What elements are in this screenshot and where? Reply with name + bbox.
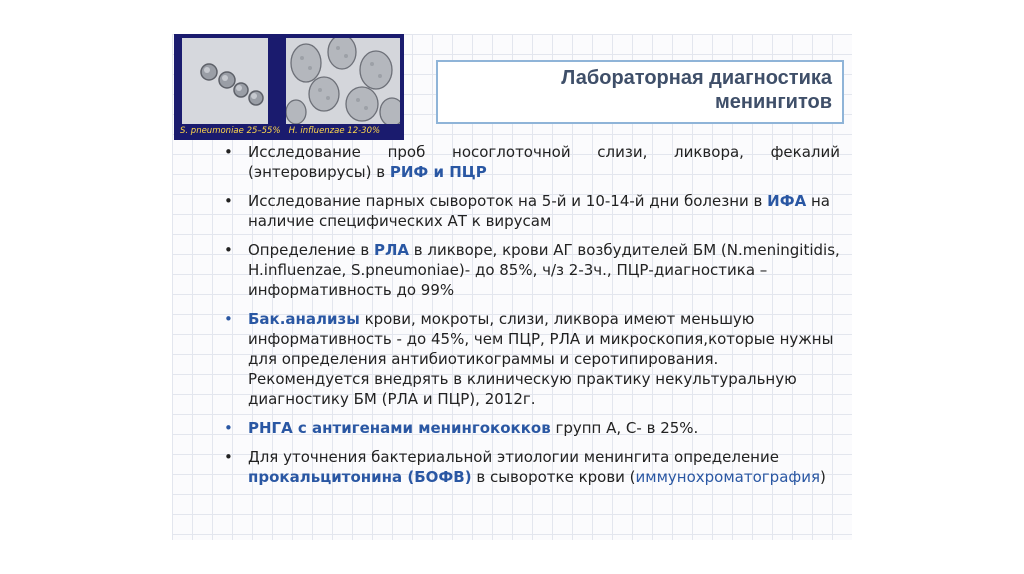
bullet-dot: • [224, 419, 233, 437]
list-item: • РНГА с антигенами менингококков групп А, С- в 25%. [224, 419, 699, 437]
bullet-dot: • [224, 310, 233, 328]
caption-influenzae: H. influenzae 12-30% [288, 126, 381, 136]
title-line-1: Лабораторная диагностика [561, 67, 832, 89]
pneumoniae-image [182, 38, 268, 124]
micrograph-caption [180, 126, 380, 136]
bullet-dot: • [224, 143, 233, 161]
title-line-2: менингитов [714, 91, 832, 113]
title-box [436, 60, 844, 124]
bullet-dot: • [224, 192, 233, 210]
slide-title [561, 66, 832, 114]
bullet-dot: • [224, 448, 233, 466]
caption-pneumoniae: S. pneumoniae 25–55% [180, 126, 281, 136]
pneumoniae-micrograph [182, 38, 268, 124]
list-item: • Исследование проб носоглоточной слизи, ликвора, фекалий (энтеровирусы) в РИФ и ПЦР [224, 143, 840, 181]
bullet-list [222, 142, 840, 496]
list-item: • Определение в РЛА в ликворе, крови АГ возбудителей БМ (N.meningitidis, H.influenzae, S.pneumoniae)- до 85%, ч/з 2-3ч., ПЦР-диагностика – информативность до 99% [224, 241, 840, 299]
list-item: • Исследование парных сывороток на 5-й и 10-14-й дни болезни в ИФА на наличие специфических АТ к вирусам [224, 192, 830, 230]
influenzae-micrograph [286, 38, 400, 124]
list-item: • Для уточнения бактериальной этиологии менингита определение прокальцитонина (БОФВ) в сыворотке крови (иммунохроматография) [224, 448, 826, 486]
bullet-dot: • [224, 241, 233, 259]
micrograph-panel [174, 34, 404, 140]
slide [172, 34, 852, 540]
influenzae-image [286, 38, 400, 124]
list-item: • Бак.анализы крови, мокроты, слизи, ликвора имеют меньшую информативность - до 45%, чем ПЦР, РЛА и микроскопия,которые нужны для определения антибиотикограммы и серотипирования. Рекомендуется внедрять в клиническую практику некультуральную диагностику БМ (РЛА и ПЦР), 2012г. [224, 310, 834, 408]
